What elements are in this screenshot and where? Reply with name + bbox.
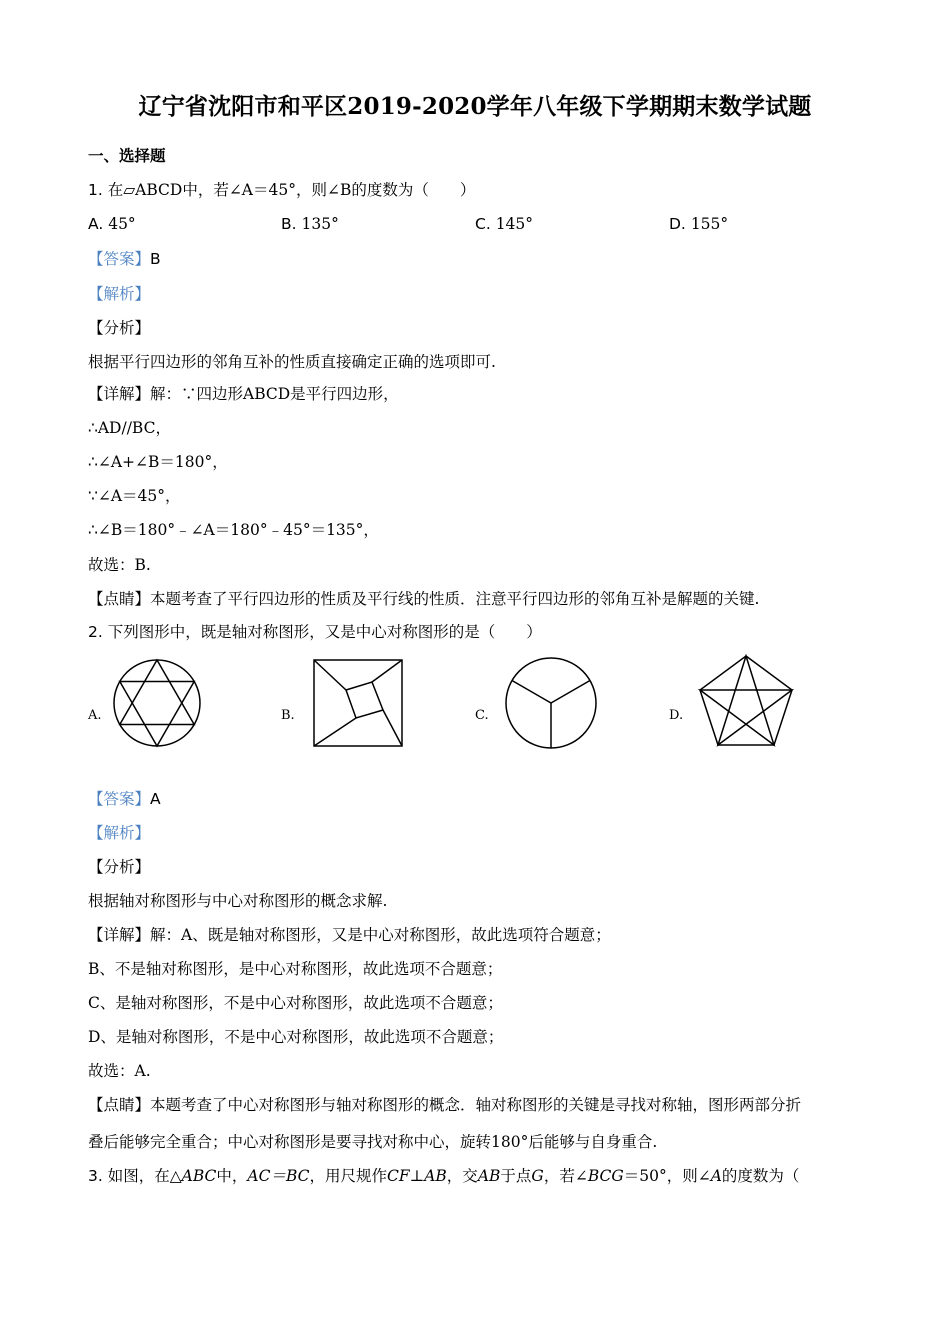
q1-option-c-letter: C. <box>475 215 491 233</box>
q1-xiangjie-tag: 【详解】 <box>88 385 151 403</box>
q2-fig-label-b: B. <box>281 708 295 723</box>
q2-stem-text: 下列图形中，既是轴对称图形，又是中心对称图形的是（ ） <box>107 623 542 641</box>
q1-fenxi-tag: 【分析】 <box>88 319 151 337</box>
q1-xiangjie <box>88 384 399 404</box>
q2-figure-c-circle-three-radii <box>503 655 599 751</box>
q2-answer <box>88 789 161 809</box>
q3-number: 3. <box>88 1167 103 1185</box>
q1-step-2: ∴AD//BC， <box>88 419 171 437</box>
q3-text-f: ，若∠ <box>543 1167 588 1185</box>
q2-fig-label-d: D. <box>669 708 684 723</box>
q1-stem-text: 在▱ABCD中，若∠A＝45°，则∠B的度数为（ ） <box>107 181 476 199</box>
q1-option-b-text: 135° <box>301 215 339 233</box>
q1-step-1: 解：∵四边形ABCD是平行四边形， <box>150 385 399 403</box>
segment <box>383 710 402 746</box>
q3-point-g: G <box>531 1167 544 1185</box>
q1-option-a-text: 45° <box>108 215 136 233</box>
q2-step-5: 故选：A. <box>88 1062 151 1080</box>
segment <box>372 660 402 682</box>
q2-figure-a-star-of-david-in-circle <box>110 656 204 750</box>
q2-step-1: 解：A、既是轴对称图形，又是中心对称图形，故此选项符合题意； <box>150 926 611 944</box>
q1-option-a-letter: A. <box>88 215 104 233</box>
q1-step-5: ∴∠B＝180°﹣∠A＝180°﹣45°＝135°， <box>88 521 379 539</box>
q2-dianjing-text-2: 叠后能够完全重合；中心对称图形是要寻找对称中心，旋转180°后能够与自身重合. <box>88 1133 658 1151</box>
q3-angle-bcg: BCG <box>587 1167 624 1185</box>
q2-answer-tag: 【答案】 <box>88 790 151 808</box>
q2-xiangjie-tag: 【详解】 <box>88 926 151 944</box>
q3-text-b: 中， <box>216 1167 248 1185</box>
q3-text-g: ＝50°，则∠ <box>623 1167 711 1185</box>
q1-answer <box>88 249 161 269</box>
segment <box>314 718 356 746</box>
q2-step-2: B、不是轴对称图形，是中心对称图形，故此选项不合题意； <box>88 960 503 978</box>
q2-number: 2. <box>88 623 103 641</box>
q2-figure-d-pentagram-in-pentagon <box>697 654 795 748</box>
section-heading: 一、选择题 <box>88 146 166 165</box>
segment <box>314 660 346 690</box>
q2-stem <box>88 622 542 642</box>
q2-answer-value: A <box>150 790 161 808</box>
q1-option-b <box>281 214 339 234</box>
q1-step-4: ∵∠A＝45°， <box>88 487 181 505</box>
q1-option-d-text: 155° <box>690 215 729 233</box>
q1-dianjing-tag: 【点睛】 <box>88 590 151 608</box>
q1-option-c <box>475 214 533 234</box>
q3-text-h: 的度数为（ <box>721 1167 800 1185</box>
q2-step-3: C、是轴对称图形，不是中心对称图形，故此选项不合题意； <box>88 994 503 1012</box>
q1-option-c-text: 145° <box>495 215 534 233</box>
q2-jiexi-tag: 【解析】 <box>88 824 151 842</box>
q3-angle-a: A <box>710 1167 722 1185</box>
radius-line <box>551 681 590 704</box>
q1-step-6: 故选：B. <box>88 556 151 574</box>
q1-dianjing <box>88 589 759 609</box>
q3-cf-perp-ab: CF⊥AB <box>387 1167 447 1185</box>
q1-option-d <box>669 214 728 234</box>
q1-answer-tag: 【答案】 <box>88 250 151 268</box>
q1-stem <box>88 180 475 200</box>
q2-dianjing <box>88 1095 801 1115</box>
q1-option-a <box>88 214 136 234</box>
q3-text-c: ，用尺规作 <box>309 1167 388 1185</box>
q1-option-b-letter: B. <box>281 215 297 233</box>
q3-stem <box>88 1166 799 1186</box>
q3-text-e: 于点 <box>500 1167 532 1185</box>
q2-dianjing-text-1: 本题考查了中心对称图形与轴对称图形的概念．轴对称图形的关键是寻找对称轴，图形两部分折 <box>150 1096 802 1114</box>
q3-ac-eq-bc: AC＝BC <box>247 1167 310 1185</box>
q2-dianjing-tag: 【点睛】 <box>88 1096 151 1114</box>
q1-step-3: ∴∠A+∠B＝180°， <box>88 453 228 471</box>
q2-xiangjie <box>88 925 611 945</box>
q2-fig-label-c: C. <box>475 708 489 723</box>
q2-fenxi-tag: 【分析】 <box>88 858 151 876</box>
inner-square-shape <box>346 682 383 718</box>
radius-line <box>512 681 551 704</box>
q3-ab: AB <box>477 1167 501 1185</box>
q3-text-a: 如图，在△ <box>107 1167 182 1185</box>
q2-fenxi: 根据轴对称图形与中心对称图形的概念求解. <box>88 892 388 910</box>
q1-option-d-letter: D. <box>669 215 686 233</box>
q1-number: 1. <box>88 181 103 199</box>
q2-fig-label-a: A. <box>88 708 102 723</box>
q2-step-4: D、是轴对称图形，不是中心对称图形，故此选项不合题意； <box>88 1028 504 1046</box>
q1-answer-value: B <box>150 250 161 268</box>
q1-dianjing-text: 本题考查了平行四边形的性质及平行线的性质．注意平行四边形的邻角互补是解题的关键. <box>150 590 760 608</box>
q3-triangle-abc: ABC <box>181 1167 217 1185</box>
q1-fenxi: 根据平行四边形的邻角互补的性质直接确定正确的选项即可. <box>88 353 496 371</box>
q3-text-d: ，交 <box>446 1167 478 1185</box>
q1-jiexi-tag: 【解析】 <box>88 285 151 303</box>
document-title: 辽宁省沈阳市和平区2019-2020学年八年级下学期期末数学试题 <box>138 93 812 120</box>
circle-shape <box>114 660 200 746</box>
q2-figure-b-pinwheel-square <box>312 658 404 748</box>
